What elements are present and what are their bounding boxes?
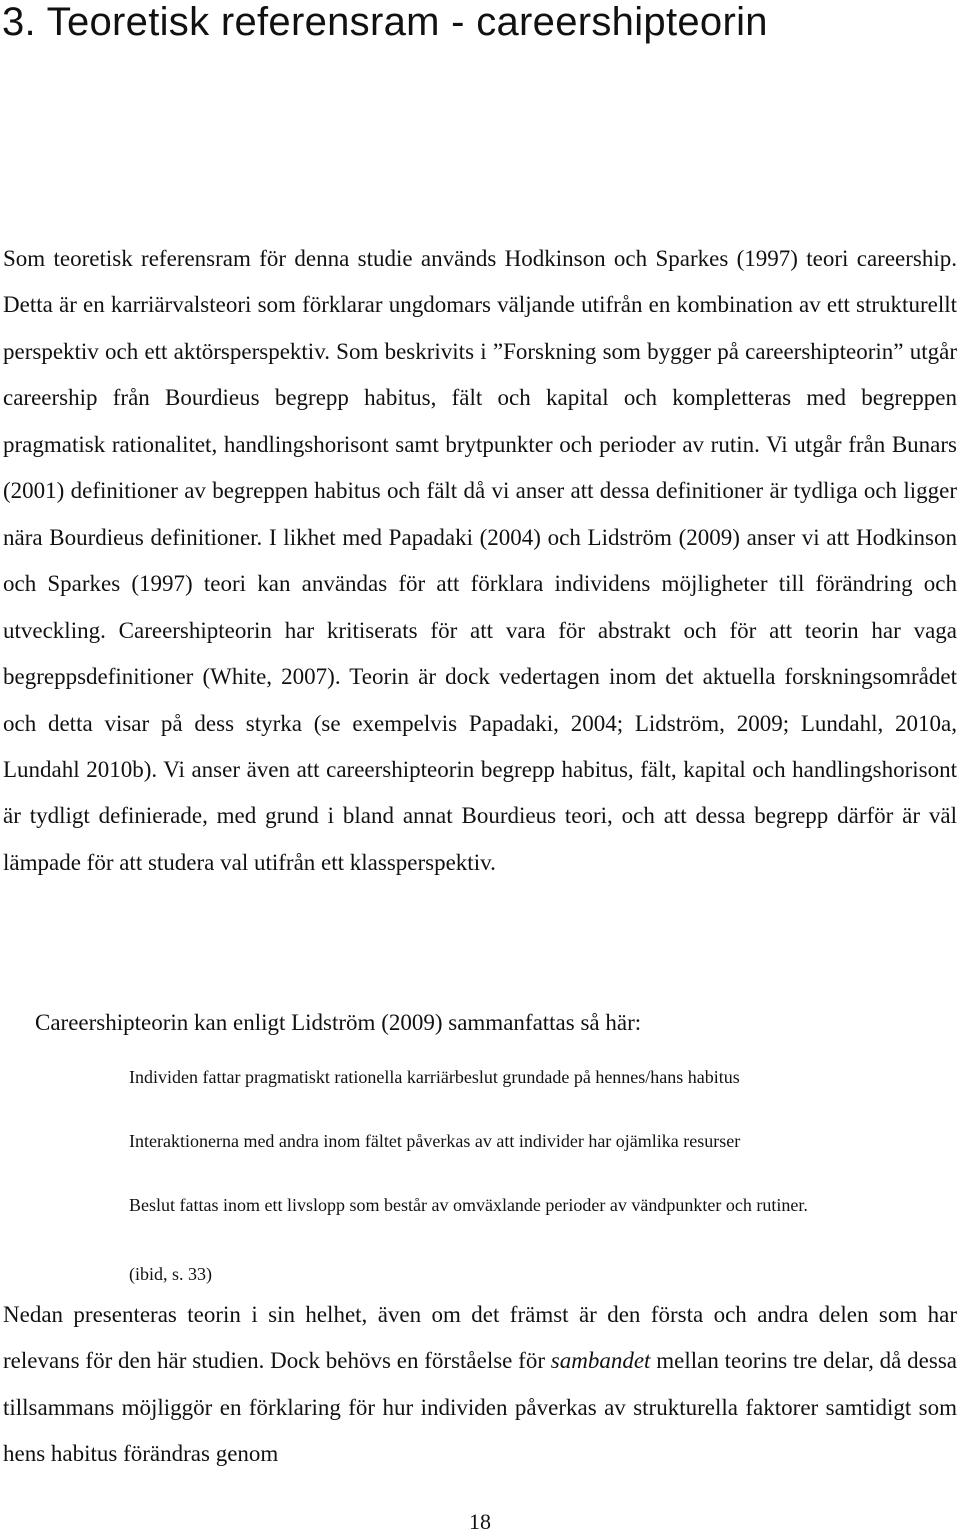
page-number: 18 — [469, 1509, 491, 1534]
emphasized-term: sambandet — [550, 1348, 651, 1374]
body-paragraph-2 — [3, 1292, 957, 1478]
quote-item-3: Beslut fattas inom ett livslopp som består av omväxlande perioder av vändpunkter och rutiner. — [129, 1195, 808, 1215]
quote-citation: (ibid, s. 33) — [129, 1264, 212, 1284]
section-heading: 3. Teoretisk referensram - careershipteorin — [2, 0, 768, 44]
quote-item-2: Interaktionerna med andra inom fältet påverkas av att individer har ojämlika resurser — [129, 1131, 741, 1151]
body-paragraph-2-text-after: mellan teorins tre delar, då dessa tillsammans möjliggör en förklaring för hur individen påverkas av strukturella faktorer samtidigt som hens habitus förändras genom — [3, 1348, 957, 1467]
body-paragraph-1: Som teoretisk referensram för denna studie används Hodkinson och Sparkes (1997) teori careership. Detta är en karriärvalsteori som förklarar ungdomars väljande utifrån en kombination av ett strukturellt perspektiv och ett aktörsperspektiv. Som beskrivits i ”Forskning som bygger på careershipteorin” utgår careership från Bourdieus begrepp habitus, fält och kapital och kompletteras med begreppen pragmatisk rationalitet, handlingshorisont samt brytpunkter och perioder av rutin. Vi utgår från Bunars (2001) definitioner av begreppen habitus och fält då vi anser att dessa definitioner är tydliga och ligger nära Bourdieus definitioner. I likhet med Papadaki (2004) och Lidström (2009) anser vi att Hodkinson och Sparkes (1997) teori kan användas för att förklara individens möjligheter till förändring och utveckling. Careershipteorin har kritiserats för att vara för abstrakt och för att teorin har vaga begreppsdefinitioner (White, 2007). Teorin är dock vedertagen inom det aktuella forskningsområdet och detta visar på dess styrka (se exempelvis Papadaki, 2004; Lidström, 2009; Lundahl, 2010a, Lundahl 2010b). Vi anser även att careershipteorin begrepp habitus, fält, kapital och handlingshorisont är tydligt definierade, med grund i bland annat Bourdieus teori, och att dessa begrepp därför är väl lämpade för att studera val utifrån ett klassperspektiv. — [3, 246, 957, 875]
body-paragraph-2-text-before: Nedan presenteras teorin i sin helhet, även om det främst är den första och andra delen som har relevans för den här studien. Dock behövs en förståelse för — [3, 1302, 957, 1374]
quote-item-1: Individen fattar pragmatiskt rationella karriärbeslut grundade på hennes/hans habitus — [129, 1067, 740, 1087]
summary-intro: Careershipteorin kan enligt Lidström (2009) sammanfattas så här: — [35, 1010, 642, 1035]
